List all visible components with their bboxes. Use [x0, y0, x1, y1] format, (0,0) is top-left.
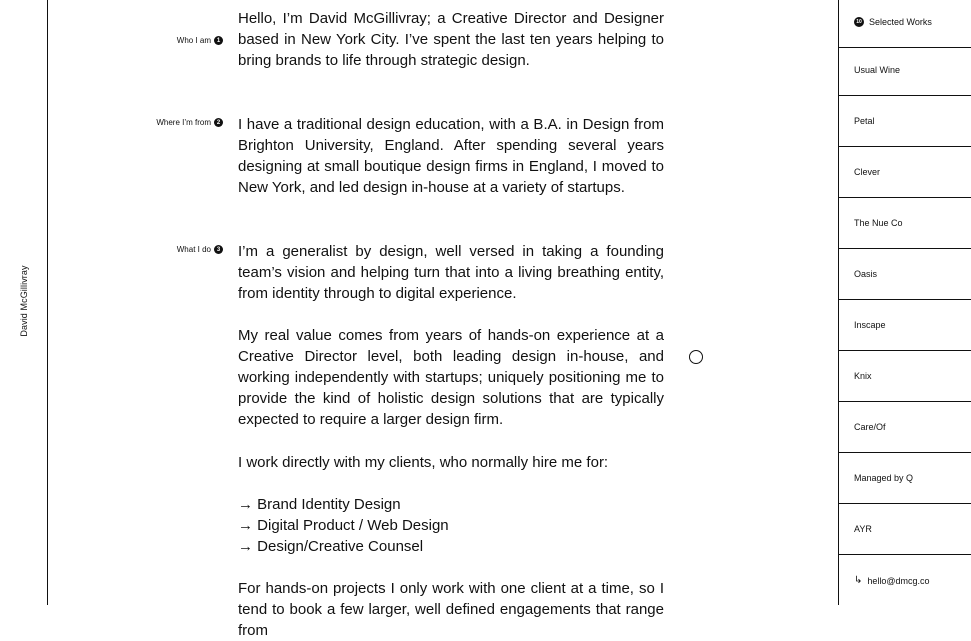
nav-item-label: Knix: [854, 371, 872, 381]
section-label-text: Where I’m from: [156, 118, 211, 127]
what-paragraph-3: I work directly with my clients, who normally hire me for:: [238, 454, 609, 471]
section-label-text: Who I am: [176, 36, 211, 45]
nav-item-label: Oasis: [854, 269, 878, 279]
left-rail: [0, 0, 48, 605]
nav-item-label: Care/Of: [854, 422, 886, 432]
contact-email-link[interactable]: [839, 555, 971, 606]
what-paragraph-4: For hands-on projects I only work with one client at a time, so I tend to book a few larger, well defined engagements that range from: [238, 580, 664, 639]
contact-email-text: hello@dmcg.co: [867, 575, 930, 586]
nav-item-oasis[interactable]: [839, 249, 971, 300]
nav-item-managed-by-q[interactable]: [839, 453, 971, 504]
nav-item-label: AYR: [854, 524, 872, 534]
where-paragraph: I have a traditional design education, with a B.A. in Design from Brighton University, England. After spending several years designing at small boutique design firms in England, I moved to New York, and led design in-house at a variety of startups.: [238, 116, 664, 196]
selected-works-nav: [838, 0, 970, 605]
section-label-text: What I do: [176, 245, 211, 254]
section-label-what: [177, 245, 223, 254]
nav-item-the-nue-co[interactable]: [839, 198, 971, 249]
nav-header-label: Selected Works: [869, 17, 932, 27]
what-paragraph-1: I’m a generalist by design, well versed in taking a founding team’s vision and helping turn that into a living breathing entity, from identity through to digital experience.: [238, 243, 664, 302]
services-list: [238, 494, 664, 557]
service-item: → Design/Creative Counsel: [238, 538, 424, 555]
what-paragraph-2: My real value comes from years of hands-on experience at a Creative Director level, both leading design in-house, and working independently with startups; uniquely positioning me to provide the kind of holistic design solutions that are typically expected to require a larger design firm.: [238, 327, 664, 428]
section-label-who: [177, 36, 223, 45]
who-paragraph: Hello, I’m David McGillivray; a Creative Director and Designer based in New York City. I’ve spent the last ten years helping to bring brands to life through strategic design.: [238, 10, 664, 69]
nav-item-knix[interactable]: [839, 351, 971, 402]
nav-item-usual-wine[interactable]: [839, 45, 971, 96]
section-number-badge: 2: [214, 118, 223, 127]
service-item: → Brand Identity Design: [238, 496, 401, 513]
nav-item-inscape[interactable]: [839, 300, 971, 351]
nav-item-petal[interactable]: [839, 96, 971, 147]
site-name-vertical[interactable]: David McGillivray: [19, 265, 29, 337]
nav-item-label: Petal: [854, 116, 875, 126]
section-number-badge: 1: [214, 36, 223, 45]
service-item: → Digital Product / Web Design: [238, 517, 449, 534]
nav-header-selected-works[interactable]: [839, 0, 971, 48]
nav-item-label: Clever: [854, 167, 881, 177]
section-label-where: [156, 118, 223, 127]
nav-item-label: Managed by Q: [854, 473, 914, 483]
nav-item-label: Inscape: [854, 320, 886, 330]
cursor-circle-icon: [689, 350, 703, 364]
section-number-badge: 3: [214, 245, 223, 254]
nav-item-care-of[interactable]: [839, 402, 971, 453]
return-arrow-icon: ↳: [854, 575, 863, 586]
nav-item-ayr[interactable]: [839, 504, 971, 555]
works-count-badge: 10: [854, 17, 864, 27]
nav-item-clever[interactable]: [839, 147, 971, 198]
nav-item-label: The Nue Co: [854, 218, 903, 228]
nav-item-label: Usual Wine: [854, 65, 901, 75]
